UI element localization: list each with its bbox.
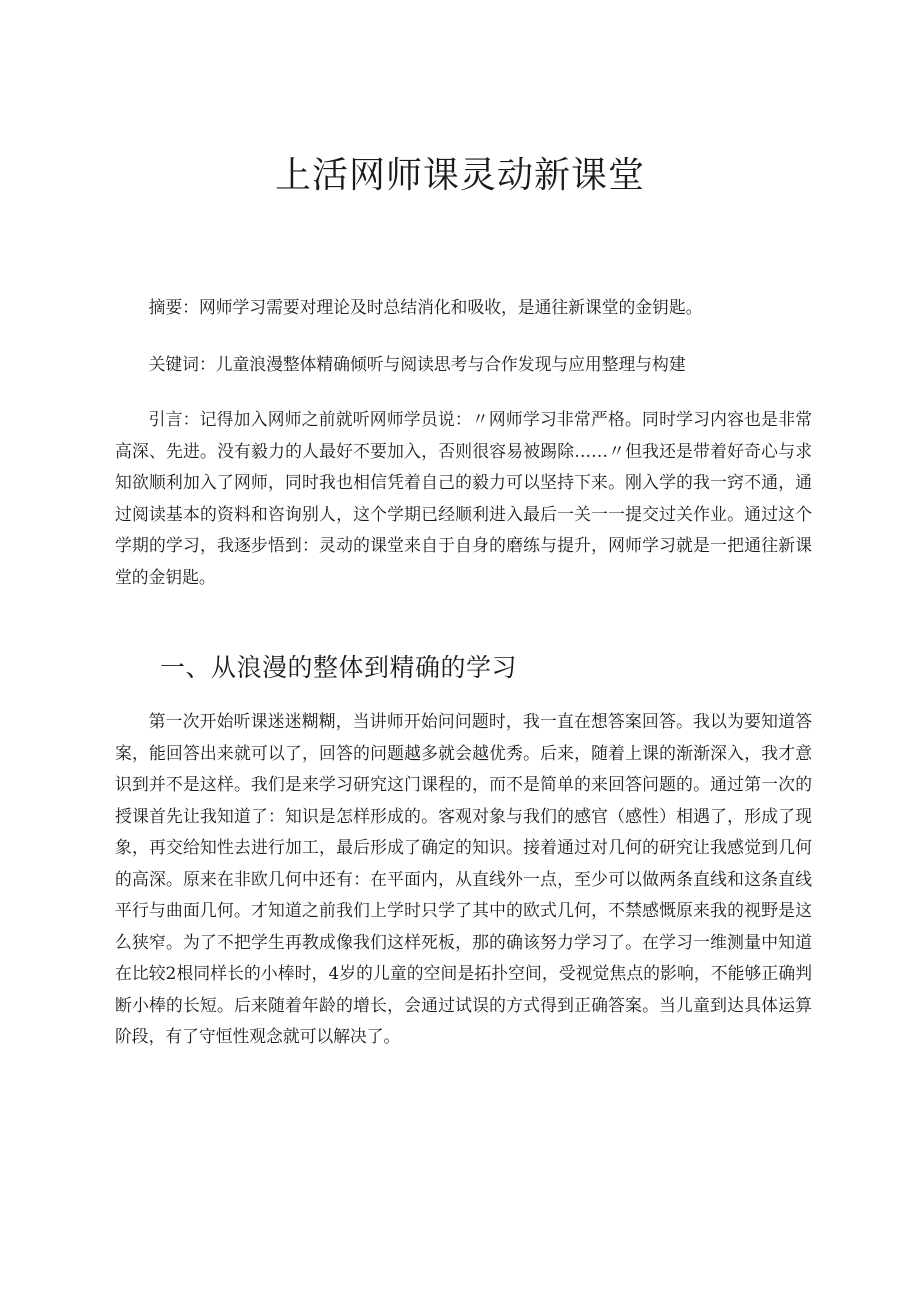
abstract-paragraph: 摘要：网师学习需要对理论及时总结消化和吸收，是通往新课堂的金钥匙。	[148, 297, 703, 317]
keywords-paragraph: 关键词：儿童浪漫整体精确倾听与阅读思考与合作发现与应用整理与构建	[148, 354, 686, 374]
page-title: 上活网师课灵动新课堂	[274, 155, 645, 196]
intro-paragraph: 引言：记得加入网师之前就听网师学员说：〃网师学习非常严格。同时学习内容也是非常高深、先进。没有毅力的人最好不要加入，否则很容易被踢除……〃但我还是带着好奇心与求知欲顺利加入了网师，同时我也相信凭着自己的毅力可以坚持下来。刚入学的我一窍不通，通过阅读基本的资料和咨询别人，这个学期已经顺利进入最后一关一一提交过关作业。通过这个学期的学习，我逐步悟到：灵动的课堂来自于自身的磨练与提升，网师学习就是一把通往新课堂的金钥匙。	[115, 409, 812, 587]
section-body-paragraph: 第一次开始听课迷迷糊糊，当讲师开始问问题时，我一直在想答案回答。我以为要知道答案，能回答出来就可以了，回答的问题越多就会越优秀。后来，随着上课的渐渐深入，我才意识到并不是这样。我们是来学习研究这门课程的，而不是简单的来回答问题的。通过第一次的授课首先让我知道了：知识是怎样形成的。客观对象与我们的感官（感性）相遇了，形成了现象，再交给知性去进行加工，最后形成了确定的知识。接着通过对几何的研究让我感觉到几何的高深。原来在非欧几何中还有：在平面内，从直线外一点，至少可以做两条直线和这条直线平行与曲面几何。才知道之前我们上学时只学了其中的欧式几何，不禁感慨原来我的视野是这么狭窄。为了不把学生再教成像我们这样死板，那的确该努力学习了。在学习一维测量中知道在比较2根同样长的小棒时，4岁的儿童的空间是拓扑空间，受视觉焦点的影响，不能够正确判断小棒的长短。后来随着年龄的增长，会通过试误的方式得到正确答案。当儿童到达具体运算阶段，有了守恒性观念就可以解决了。	[115, 711, 812, 1046]
section-heading: 一、从浪漫的整体到精确的学习	[160, 653, 518, 682]
